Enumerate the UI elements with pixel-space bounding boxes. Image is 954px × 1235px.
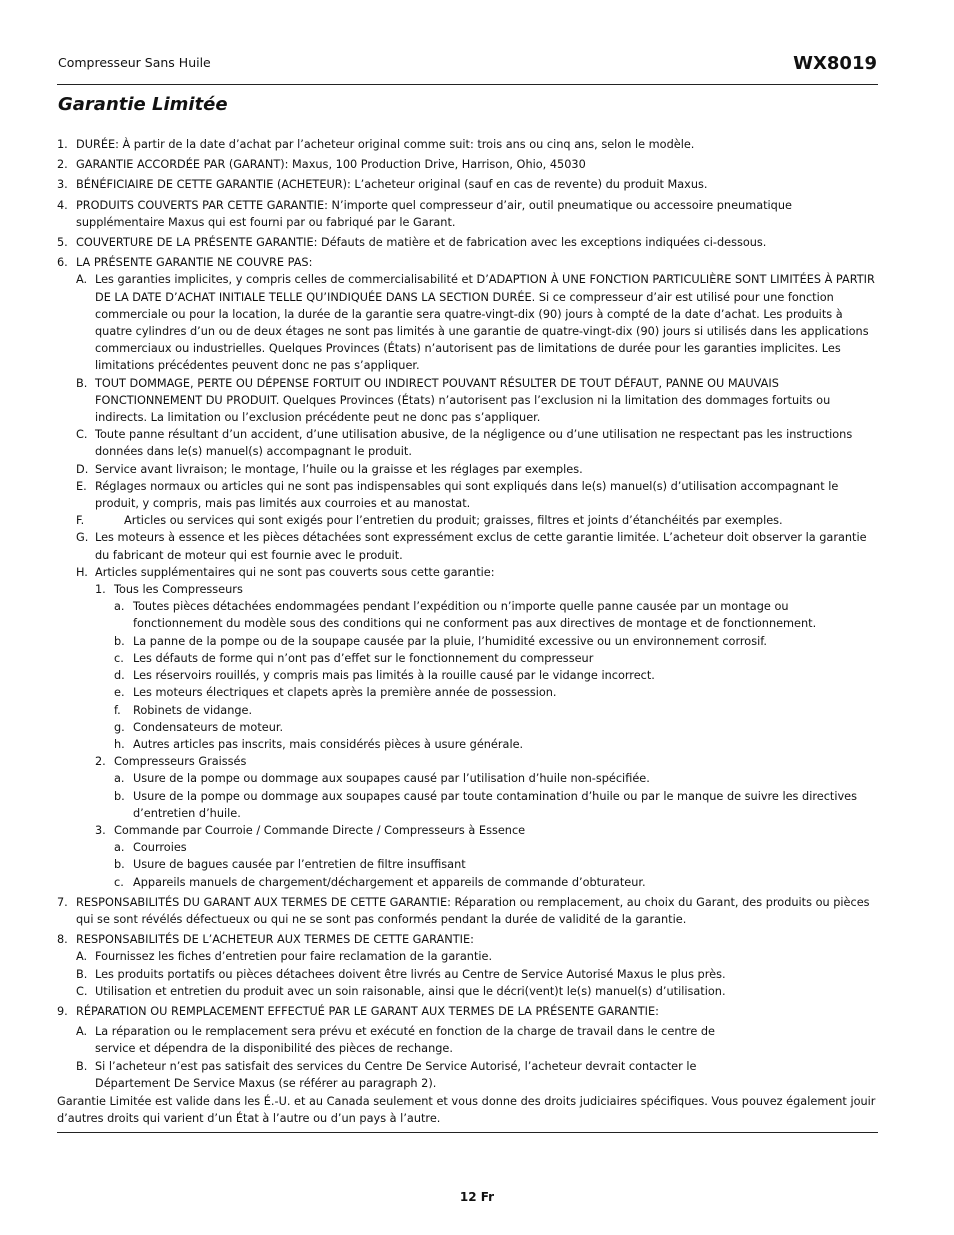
- subitem-letter: f.: [114, 703, 121, 717]
- item-text: Utilisation et entretien du produit avec un soin raisonable, ainsi que le décri(vent)t le(s) manuel(s) d’utilisation.: [95, 984, 726, 998]
- subitem-letter: b.: [114, 789, 125, 803]
- subitem-text: Les réservoirs rouillés, y compris mais pas limités à la rouille causé par le vidange incorrect.: [133, 669, 655, 683]
- item-text: Articles supplémentaires qui ne sont pas couverts sous cette garantie:: [95, 565, 495, 579]
- subitem-h3a: [114, 839, 879, 856]
- item-letter: C.: [76, 428, 88, 442]
- item-text: Service avant livraison; le montage, l’huile ou la graisse et les réglages par exemples.: [95, 462, 583, 476]
- section-text: RESPONSABILITÉS DE L’ACHETEUR AUX TERMES DE CETTE GARANTIE:: [76, 933, 474, 947]
- warranty-body: [57, 136, 879, 1127]
- subitem-text: Autres articles pas inscrits, mais considérés pièces à usure générale.: [133, 737, 524, 751]
- subsection-number: 2.: [95, 755, 106, 769]
- subitem-letter: b.: [114, 858, 125, 872]
- item-text: Toute panne résultant d’un accident, d’une utilisation abusive, de la négligence ou d’une utilisation ne respectant pas les instructions données dans le(s) manuel(s) accompagnant le produit.: [95, 428, 853, 459]
- page-title: Garantie Limitée: [58, 94, 228, 115]
- subitem-h1a: [114, 598, 879, 632]
- closing-statement: Garantie Limitée est valide dans les É.-U. et au Canada seulement et vous donne des droits judiciaires spécifiques. Vous pouvez également jouir d’autres droits qui varient d’un État à l’autre ou d’un pays à l’autre.: [57, 1094, 876, 1126]
- subitem-letter: c.: [114, 875, 124, 889]
- subitem-letter: h.: [114, 737, 125, 751]
- section-6h: [76, 564, 879, 891]
- subsection-h2: [95, 753, 879, 822]
- section-8: [57, 931, 879, 1000]
- header-model-number: WX8019: [793, 53, 877, 74]
- subitem-h1h: [114, 736, 879, 753]
- section-7: [57, 894, 879, 928]
- subitem-h1d: [114, 667, 879, 684]
- item-letter: D.: [76, 462, 89, 476]
- section-6d: [76, 461, 879, 478]
- item-letter: B.: [76, 376, 88, 390]
- section-6c: [76, 426, 879, 460]
- section-8a: [76, 948, 879, 965]
- subitem-letter: e.: [114, 686, 125, 700]
- section-2: [57, 156, 879, 173]
- item-text: Réglages normaux ou articles qui ne sont pas indispensables qui sont expliqués dans le(s) manuel(s) d’utilisation accompagnant le produit, y compris, mais pas limités aux courroies et au manostat.: [95, 479, 839, 511]
- section-1: [57, 136, 879, 153]
- subitem-letter: g.: [114, 720, 125, 734]
- section-6f: [76, 512, 879, 529]
- subitem-text: La panne de la pompe ou de la soupape causée par la pluie, l’humidité excessive ou un environnement corrosif.: [133, 634, 767, 648]
- section-number: 5.: [57, 236, 68, 250]
- subitem-h1g: [114, 719, 879, 736]
- subsection-number: 1.: [95, 583, 106, 597]
- section-number: 8.: [57, 933, 68, 947]
- section-text: LA PRÉSENTE GARANTIE NE COUVRE PAS:: [76, 256, 313, 270]
- item-text: Si l’acheteur n’est pas satisfait des services du Centre De Service Autorisé, l’acheteur devrait contacter le Département De Service Maxus (se référer au paragraph 2).: [95, 1059, 697, 1090]
- subitem-letter: a.: [114, 772, 125, 786]
- subitem-letter: b.: [114, 634, 125, 648]
- section-number: 6.: [57, 256, 68, 270]
- subitem-h1f: [114, 702, 879, 719]
- section-number: 1.: [57, 138, 68, 151]
- section-number: 7.: [57, 895, 68, 909]
- subitem-text: Usure de la pompe ou dommage aux soupapes causé par toute contamination d’huile ou par le manque de suivre les directives d’entretien d’huile.: [133, 789, 857, 820]
- subitem-text: Usure de la pompe ou dommage aux soupapes causé par l’utilisation d’huile non-spécifiée.: [133, 772, 650, 786]
- item-letter: G.: [76, 531, 89, 545]
- subitem-text: Robinets de vidange.: [133, 703, 253, 717]
- footer-divider: [57, 1132, 878, 1133]
- subitem-h1c: [114, 650, 879, 667]
- item-letter: F.: [76, 514, 85, 528]
- section-9b: [76, 1058, 735, 1092]
- subitem-h3b: [114, 856, 879, 873]
- section-text: RÉPARATION OU REMPLACEMENT EFFECTUÉ PAR LE GARANT AUX TERMES DE LA PRÉSENTE GARANTIE:: [76, 1004, 659, 1018]
- subsection-text: Commande par Courroie / Commande Directe / Compresseurs à Essence: [114, 823, 526, 837]
- section-4: [57, 197, 879, 231]
- item-letter: H.: [76, 565, 88, 579]
- page-number: 12 Fr: [459, 1190, 495, 1204]
- subsection-text: Tous les Compresseurs: [114, 583, 243, 597]
- item-text: Les garanties implicites, y compris celles de commercialisabilité et D’ADAPTION À UNE FONCTION PARTICULIÈRE SONT LIMITÉES À PARTIR DE LA DATE D’ACHAT INITIALE TELLE QU’INDIQUÉE DANS LA SECTION DURÉE. Si ce compresseur d’air est utilisé pour une fonction commerciale ou pour la location, la durée de la garantie sera quatre-vingt-dix (90) jours à compté de la date d’achat. Les produits à quatre cylindres d’un ou de deux étages ne sont pas limités à une garantie de quatre-vingt-dix (90) jours si utilisés dans les applications commerciaux ou industrielles. Quelques Provinces (États) n’autorisent pas de limitations de durée pour les garanties implicites. Les limitations précédentes peuvent donc ne pas s’appliquer.: [95, 273, 875, 373]
- section-6b: [76, 375, 879, 427]
- section-6e: [76, 478, 879, 512]
- section-9: [57, 1003, 879, 1092]
- item-letter: B.: [76, 967, 88, 981]
- section-3: [57, 176, 879, 193]
- subitem-text: Les moteurs électriques et clapets après la première année de possession.: [133, 686, 557, 700]
- section-9a: [76, 1023, 745, 1057]
- section-8b: [76, 966, 879, 983]
- section-8c: [76, 983, 879, 1000]
- section-number: 2.: [57, 158, 68, 172]
- subitem-text: Usure de bagues causée par l’entretien de filtre insuffisant: [133, 858, 466, 872]
- item-text: Les produits portatifs ou pièces détachees doivent être livrés au Centre de Service Autorisé Maxus le plus près.: [95, 967, 726, 981]
- section-5: [57, 234, 879, 251]
- subitem-text: Toutes pièces détachées endommagées pendant l’expédition ou n’importe quelle panne causée par un montage ou fonctionnement du modèle sous des conditions qui ne conforment pas aux directives de montage et de fonctionnement.: [133, 600, 817, 631]
- subitem-text: Les défauts de forme qui n’ont pas d’effet sur le fonctionnement du compresseur: [133, 651, 594, 665]
- subitem-h2b: [114, 788, 879, 822]
- subsection-number: 3.: [95, 823, 106, 837]
- header-divider: [57, 84, 878, 85]
- subsection-text: Compresseurs Graissés: [114, 755, 247, 769]
- section-6g: [76, 529, 879, 563]
- subitem-text: Courroies: [133, 841, 187, 855]
- subitem-letter: c.: [114, 651, 124, 665]
- section-number: 3.: [57, 178, 68, 192]
- section-text: BÉNÉFICIAIRE DE CETTE GARANTIE (ACHETEUR): L’acheteur original (sauf en cas de revente) du produit Maxus.: [76, 178, 708, 192]
- item-text: Fournissez les fiches d’entretien pour faire reclamation de la garantie.: [95, 950, 493, 964]
- section-text: GARANTIE ACCORDÉE PAR (GARANT): Maxus, 100 Production Drive, Harrison, Ohio, 45030: [76, 158, 586, 172]
- section-number: 9.: [57, 1004, 68, 1018]
- item-text: Articles ou services qui sont exigés pour l’entretien du produit; graisses, filtres et joints d’étanchéités par exemples.: [124, 514, 783, 528]
- subsection-h3: [95, 822, 879, 891]
- section-6a: [76, 271, 879, 374]
- item-text: TOUT DOMMAGE, PERTE OU DÉPENSE FORTUIT OU INDIRECT POUVANT RÉSULTER DE TOUT DÉFAUT, PANNE OU MAUVAIS FONCTIONNEMENT DU PRODUIT. Quelques Provinces (États) n’autorisent pas l’exclusion ni la limitation des dommages fortuits ou indirects. La limitation ou l’exclusion précédente peut ne donc pas s’appliquer.: [95, 376, 831, 425]
- item-letter: A.: [76, 273, 88, 287]
- section-6: [57, 254, 879, 891]
- subitem-h1b: [114, 633, 879, 650]
- header-product-name: Compresseur Sans Huile: [58, 55, 211, 70]
- subitem-letter: a.: [114, 841, 125, 855]
- subitem-h2a: [114, 770, 879, 787]
- subsection-h1: [95, 581, 879, 753]
- item-text: La réparation ou le remplacement sera prévu et exécuté en fonction de la charge de travail dans le centre de service et dépendra de la disponibilité des pièces de rechange.: [95, 1025, 715, 1056]
- item-letter: A.: [76, 950, 88, 964]
- subitem-letter: d.: [114, 669, 125, 683]
- item-letter: E.: [76, 479, 87, 493]
- subitem-h1e: [114, 684, 879, 701]
- subitem-text: Appareils manuels de chargement/déchargement et appareils de commande d’obturateur.: [133, 875, 646, 889]
- item-letter: A.: [76, 1025, 88, 1039]
- subitem-h3c: [114, 874, 879, 891]
- section-text: COUVERTURE DE LA PRÉSENTE GARANTIE: Défauts de matière et de fabrication avec les exceptions indiquées ci-dessous.: [76, 236, 767, 250]
- subitem-text: Condensateurs de moteur.: [133, 720, 284, 734]
- section-number: 4.: [57, 198, 68, 212]
- section-text: DURÉE: À partir de la date d’achat par l’acheteur original comme suit: trois ans ou cinq ans, selon le modèle.: [76, 138, 695, 151]
- item-letter: C.: [76, 984, 88, 998]
- subitem-letter: a.: [114, 600, 125, 614]
- section-text: RESPONSABILITÉS DU GARANT AUX TERMES DE CETTE GARANTIE: Réparation ou remplacement, au choix du Garant, des produits ou pièces qui se sont révélés défectueux ou qui ne se sont pas conformés pendant la durée de validité de la garantie.: [76, 895, 870, 926]
- item-letter: B.: [76, 1059, 88, 1073]
- section-text: PRODUITS COUVERTS PAR CETTE GARANTIE: N’importe quel compresseur d’air, outil pneumatique ou accessoire pneumatique supplémentaire Maxus qui est fourni par ou fabriqué par le Garant.: [76, 198, 792, 229]
- item-text: Les moteurs à essence et les pièces détachées sont expressément exclus de cette garantie limitée. L’acheteur doit observer la garantie du fabricant de moteur qui est fournie avec le produit.: [95, 531, 867, 562]
